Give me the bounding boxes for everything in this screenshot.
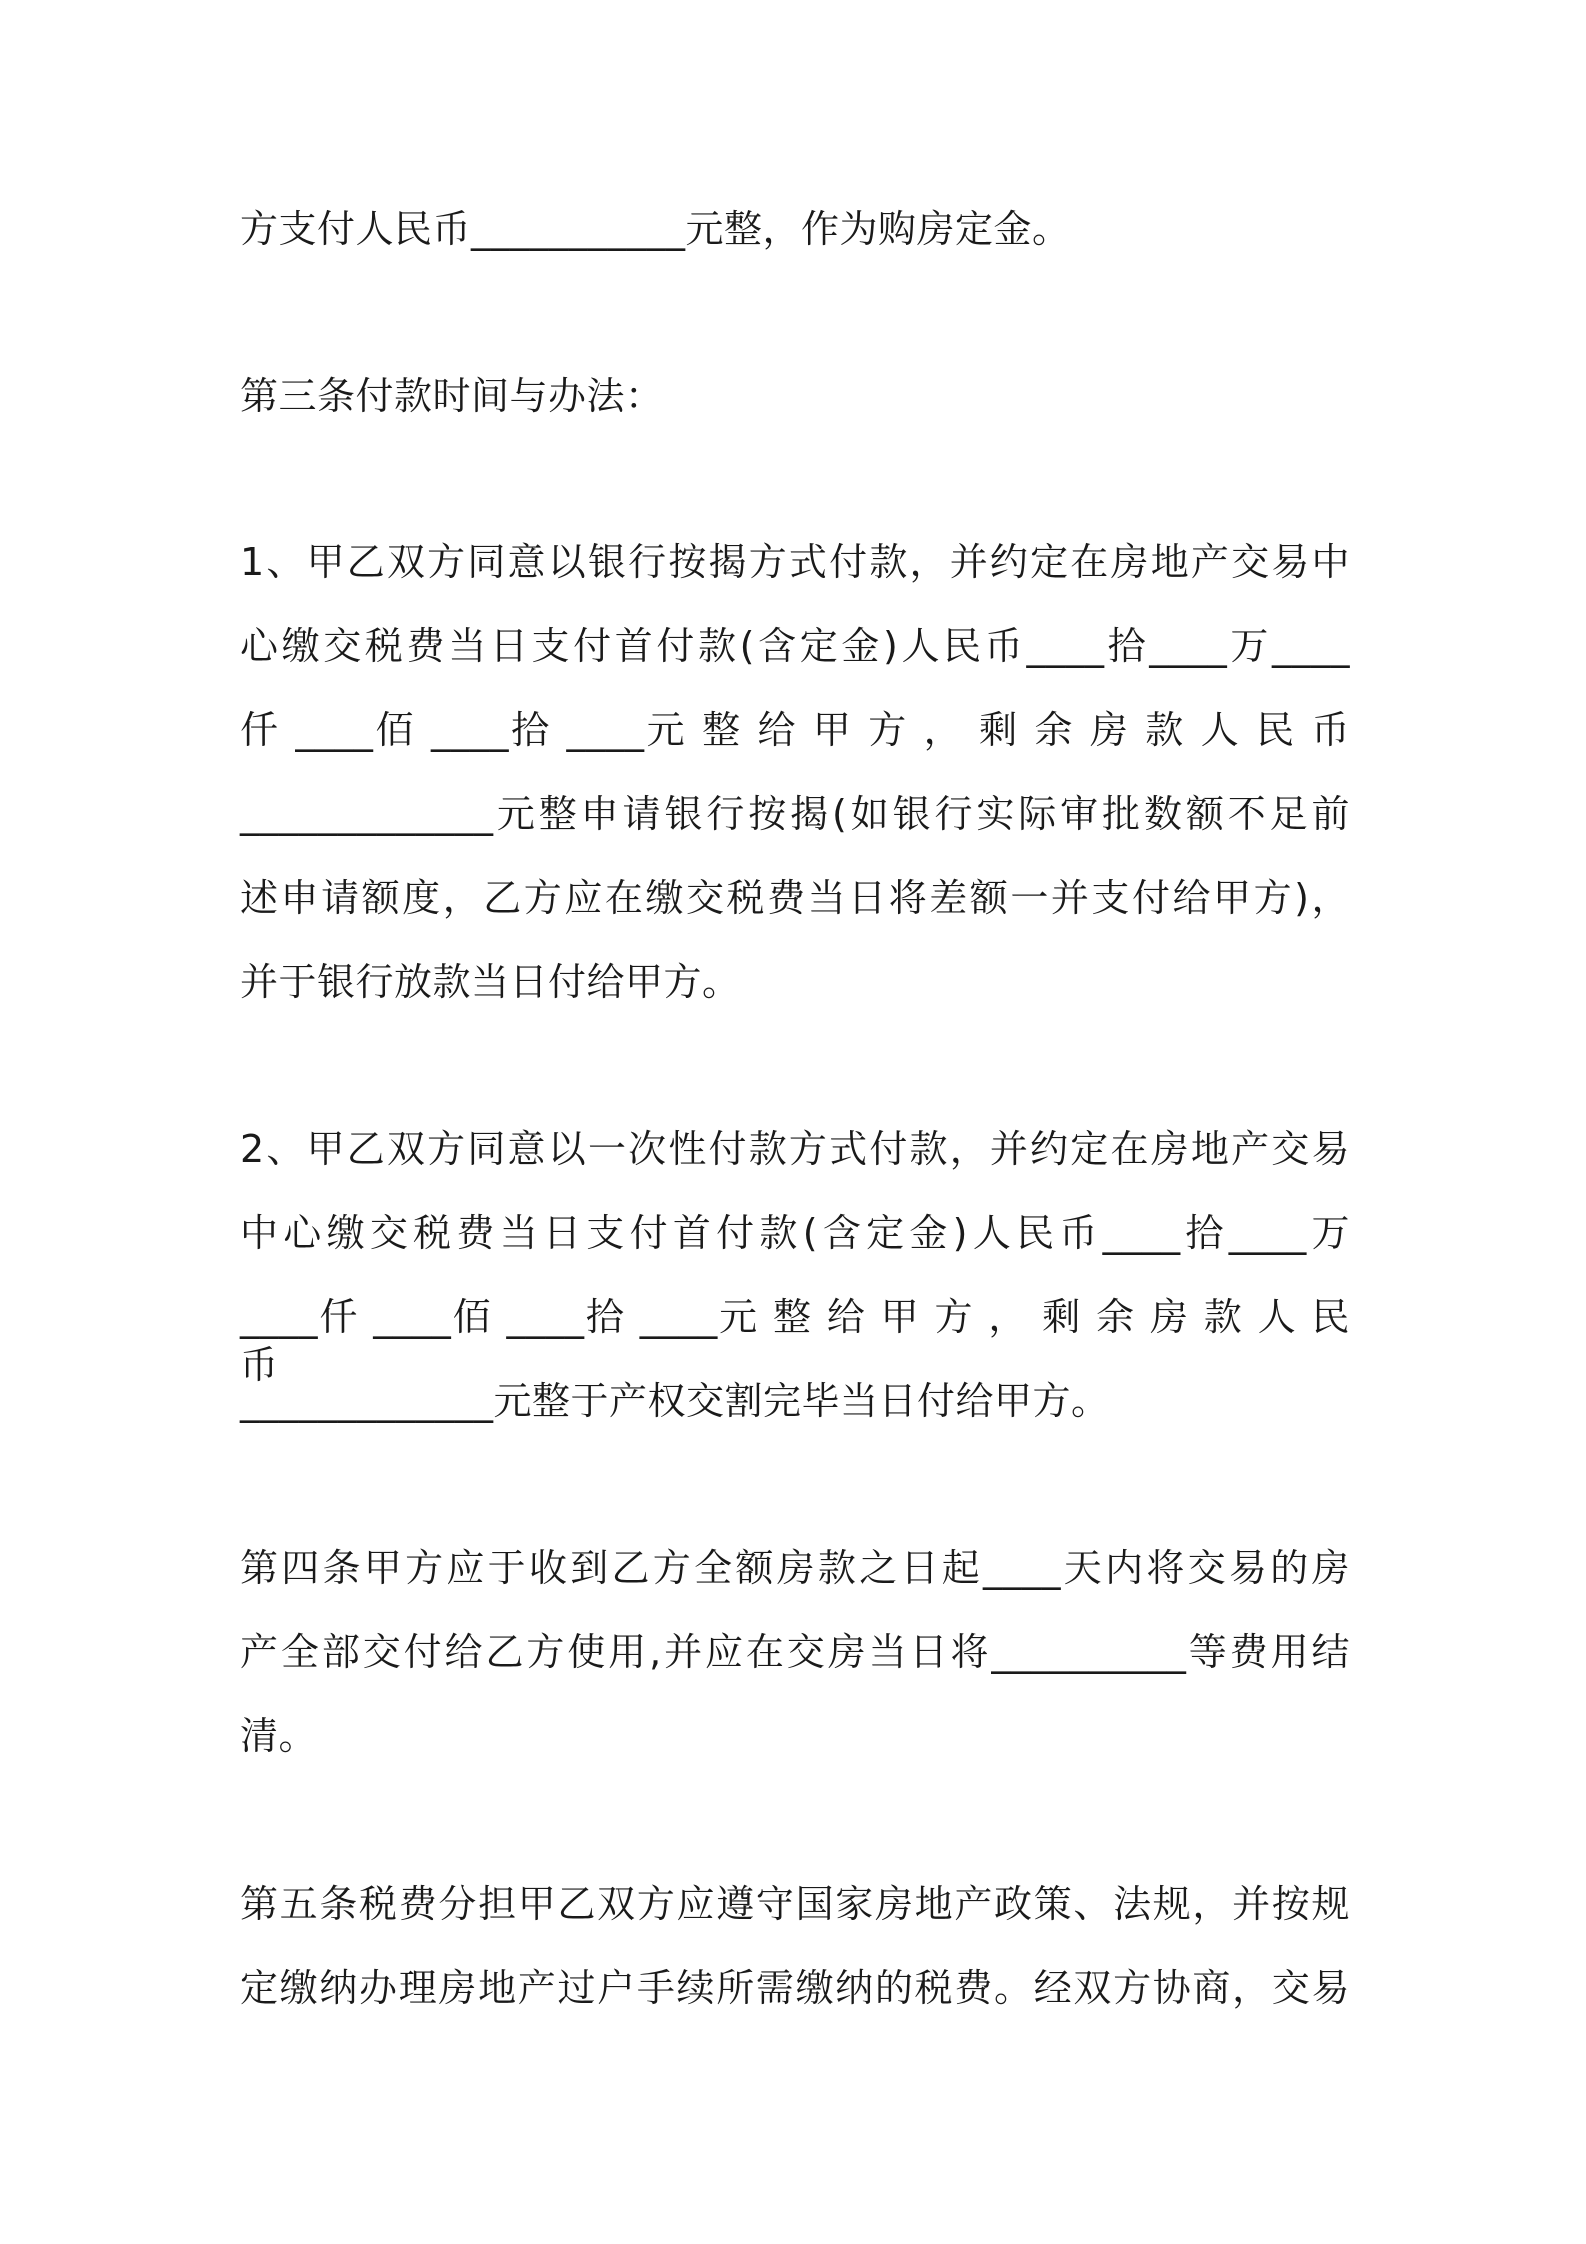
text-line-clause-1: 述申请额度，乙方应在缴交税费当日将差额一并支付给甲方)， (240, 876, 1350, 920)
text-line-clause-1: 仟 ____佰 ____拾 ____元 整 给 甲 方 ， 剩 余 房 款 人 民 币 (240, 708, 1350, 752)
text-line-article-4: 第四条甲方应于收到乙方全额房款之日起____天内将交易的房 (240, 1546, 1350, 1590)
text-line-clause-1: _____________元整申请银行按揭(如银行实际审批数额不足前 (240, 792, 1350, 836)
text-line-clause-1: 1、甲乙双方同意以银行按揭方式付款，并约定在房地产交易中 (240, 540, 1350, 584)
text-line-clause-2: _____________元整于产权交割完毕当日付给甲方。 (240, 1379, 1110, 1423)
text-line-clause-2: 中心缴交税费当日支付首付款(含定金)人民币____拾____万 (240, 1211, 1350, 1255)
text-line-clause-2: 2、甲乙双方同意以一次性付款方式付款，并约定在房地产交易 (240, 1127, 1350, 1171)
text-line-deposit: 方支付人民币___________元整，作为购房定金。 (240, 207, 1071, 251)
text-line-article-4: 产全部交付给乙方使用,并应在交房当日将__________等费用结 (240, 1630, 1350, 1674)
text-line-article-4: 清。 (240, 1714, 318, 1758)
section-heading-article-3: 第三条付款时间与办法： (240, 374, 664, 418)
text-line-clause-1: 心缴交税费当日支付首付款(含定金)人民币____拾____万____ (240, 624, 1350, 668)
text-line-article-5: 第五条税费分担甲乙双方应遵守国家房地产政策、法规，并按规 (240, 1882, 1350, 1926)
text-line-clause-1: 并于银行放款当日付给甲方。 (240, 960, 741, 1004)
text-line-clause-2: ____仟 ____佰 ____拾 ____元 整 给 甲 方 ， 剩 余 房 款 人 民 币 (240, 1295, 1350, 1387)
text-line-article-5: 定缴纳办理房地产过户手续所需缴纳的税费。经双方协商，交易 (240, 1966, 1350, 2010)
